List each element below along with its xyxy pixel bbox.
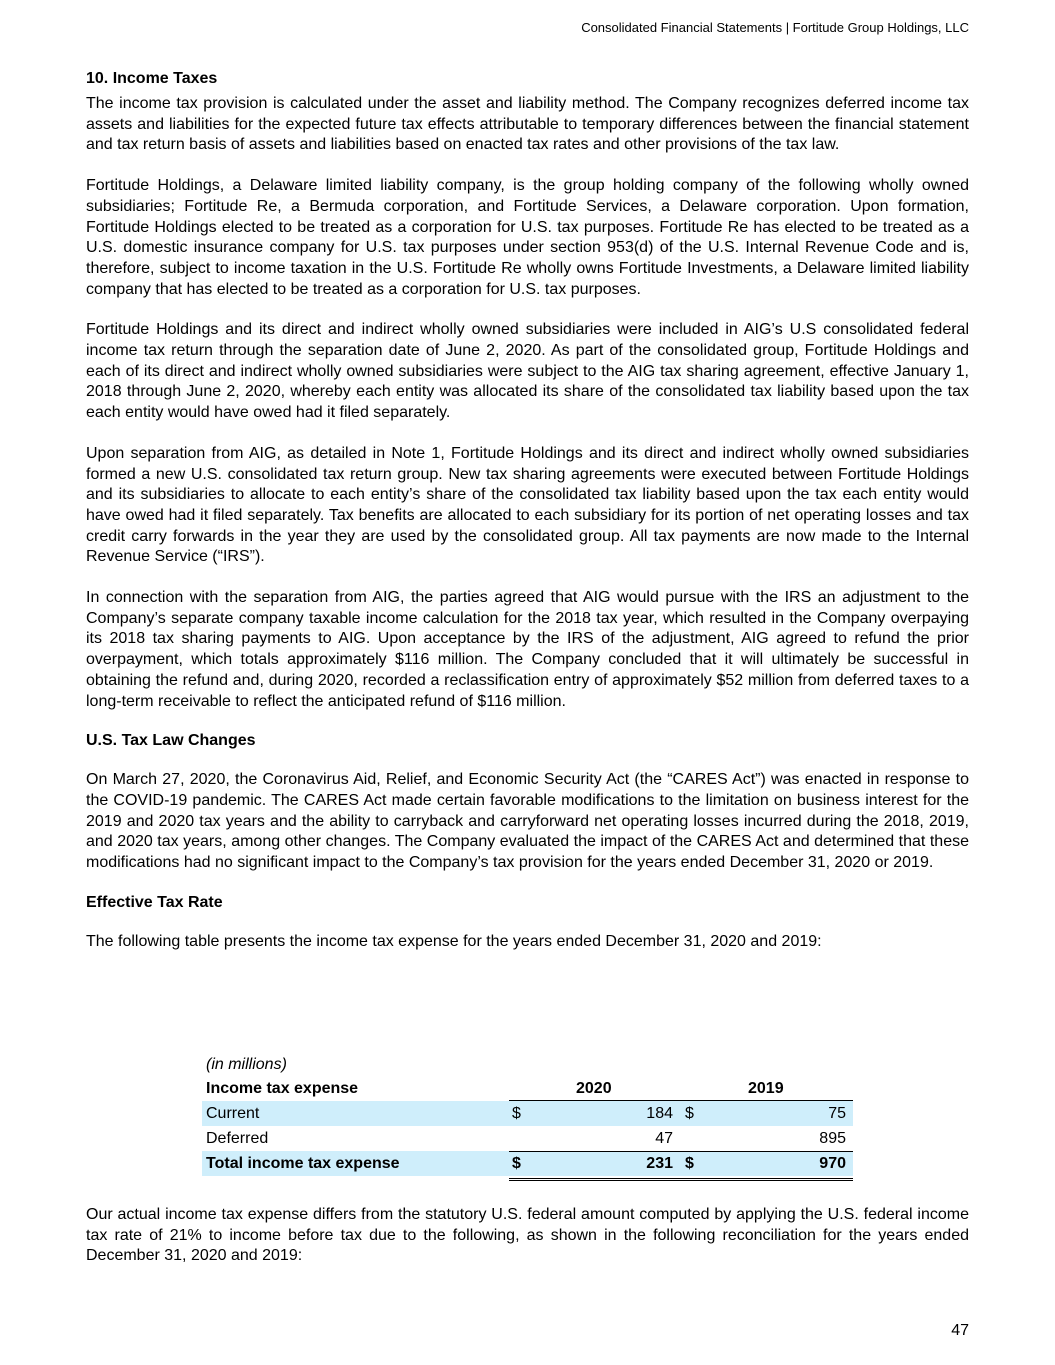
paragraph-3: Fortitude Holdings and its direct and indirect wholly owned subsidiaries were included in AIG’s U.S consolidated federal income tax return through the separation date of June 2, 2020. As part of the consolidated group, Fortitude Holdings and each of its direct and indirect wholly owned subsidiaries were subject to the AIG tax sharing agreement, effective January 1, 2018 through June 2, 2020, whereby each entity was allocated its share of the consolidated tax liability based upon the tax each entity would have owed had it filed separately.: [86, 321, 969, 422]
header-year-2020: 2020: [576, 1080, 612, 1097]
table-row-current: [202, 1101, 853, 1126]
total-double-rule: [509, 1176, 853, 1181]
effective-tax-rate-heading: Effective Tax Rate: [86, 893, 223, 911]
paragraph-5: In connection with the separation from AIG, the parties agreed that AIG would pursue with the IRS an adjustment to the Company’s separate company taxable income calculation for the 2018 tax year, which resulted in the Company overpaying its 2018 tax sharing payments to AIG. Upon acceptance by the IRS of the adjustment, AIG agreed to refund the prior overpayment, which totals approximately $116 million. The Company concluded that it will ultimately be successful in obtaining the refund and, during 2020, recorded a reclassification entry of approximately $52 million from deferred taxes to a long-term receivable to reflect the anticipated refund of $116 million.: [86, 589, 969, 710]
currency-2020: $: [512, 1105, 521, 1122]
income-tax-table: [202, 1054, 853, 1176]
page-number: 47: [951, 1322, 969, 1339]
paragraph-7: The following table presents the income tax expense for the years ended December 31, 2020 and 2019:: [86, 932, 822, 950]
table-units: (in millions): [206, 1056, 287, 1073]
total-value-2019: 970: [819, 1155, 846, 1172]
tax-law-heading: U.S. Tax Law Changes: [86, 732, 256, 750]
value-2019: 895: [819, 1130, 846, 1147]
total-value-2020: 231: [646, 1155, 673, 1172]
total-label: Total income tax expense: [206, 1155, 400, 1172]
currency-2019: $: [685, 1155, 694, 1172]
running-header: Consolidated Financial Statements | Fortitude Group Holdings, LLC: [581, 20, 969, 35]
value-2020: 47: [655, 1130, 673, 1147]
paragraph-4: Upon separation from AIG, as detailed in Note 1, Fortitude Holdings and its direct and indirect wholly owned subsidiaries formed a new U.S. consolidated tax return group. New tax sharing agreements were executed between Fortitude Holdings and its subsidiaries to allocate to each entity’s share of the consolidated tax liability based upon the tax each entity would have owed had it filed separately. Tax benefits are allocated to each subsidiary for its portion of net operating losses and tax credit carry forwards in the year they are used by the consolidated group. All tax payments are now made to the Internal Revenue Service (“IRS”).: [86, 444, 969, 566]
paragraph-6: On March 27, 2020, the Coronavirus Aid, Relief, and Economic Security Act (the “CARES Act”) was enacted in response to the COVID-19 pandemic. The CARES Act made certain favorable modifications to the limitation on business interest for the 2019 and 2020 tax years and the ability to carryback and carryforward net operating losses incurred during the 2018, 2019, and 2020 tax years, among other changes. The Company evaluated the impact of the CARES Act and determined that these modifications had no significant impact to the Company’s tax provision for the years ended December 31, 2020 or 2019.: [86, 771, 969, 872]
paragraph-2: Fortitude Holdings, a Delaware limited liability company, is the group holding company of the following wholly owned subsidiaries; Fortitude Re, a Bermuda corporation, and Fortitude Services, a Delaware corporation. Upon formation, Fortitude Holdings elected to be treated as a corporation for U.S. tax purposes. Fortitude Re has elected to be treated as a U.S. domestic insurance company for U.S. tax purposes under section 953(d) of the U.S. Internal Revenue Code and is, therefore, subject to income taxation in the U.S. Fortitude Re wholly owns Fortitude Investments, a Delaware limited liability company that has elected to be treated as a corporation for U.S. tax purposes.: [86, 177, 969, 298]
paragraph-8: Our actual income tax expense differs from the statutory U.S. federal amount computed by applying the U.S. federal income tax rate of 21% to income before tax due to the following, as shown in the following reconciliation for the years ended December 31, 2020 and 2019:: [86, 1206, 969, 1265]
header-year-2019: 2019: [748, 1080, 784, 1097]
row-label: Current: [206, 1105, 260, 1122]
table-header-row: [202, 1076, 853, 1101]
value-2019: 75: [828, 1105, 846, 1122]
total-top-rule: [509, 1151, 853, 1152]
currency-2020: $: [512, 1155, 521, 1172]
table-row-total: [202, 1151, 853, 1176]
paragraph-1: The income tax provision is calculated under the asset and liability method. The Company recognizes deferred income tax assets and liabilities for the expected future tax effects attributable to temporary differences between the financial statement and tax return basis of assets and liabilities based on enacted tax rates and other provisions of the tax law.: [86, 95, 969, 154]
section-title: 10. Income Taxes: [86, 70, 218, 87]
value-2020: 184: [646, 1105, 673, 1122]
document-body: [86, 70, 969, 953]
table-row-deferred: [202, 1126, 853, 1151]
header-label: Income tax expense: [206, 1080, 359, 1097]
currency-2019: $: [685, 1105, 694, 1122]
row-label: Deferred: [206, 1130, 269, 1147]
